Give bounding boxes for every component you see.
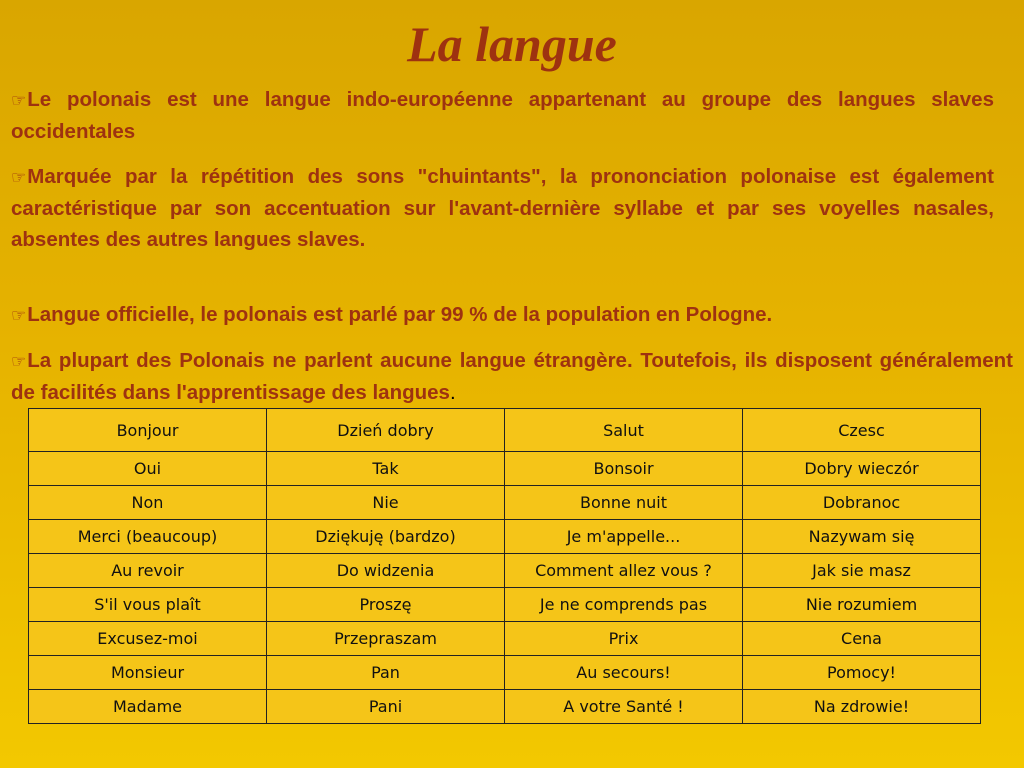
pointing-hand-icon: ☞: [11, 352, 27, 371]
paragraph-text: Langue officielle, le polonais est parlé par 99 % de la population en Pologne.: [27, 303, 773, 326]
page-title: La langue: [407, 16, 617, 72]
table-cell: Pani: [267, 690, 505, 724]
table-cell: Dobry wieczór: [743, 452, 981, 486]
table-row: [29, 656, 981, 690]
bullet-paragraph-1: [11, 84, 994, 147]
table-cell: S'il vous plaît: [29, 588, 267, 622]
table-cell: Dziękuję (bardzo): [267, 520, 505, 554]
table-cell: Non: [29, 486, 267, 520]
table-cell: Monsieur: [29, 656, 267, 690]
table-row: [29, 690, 981, 724]
bullet-paragraph-3: [11, 299, 994, 331]
table-cell: Cena: [743, 622, 981, 656]
paragraph-text: Marquée par la répétition des sons "chuintants", la prononciation polonaise est également caractéristique par son accentuation sur l'avant-dernière syllabe et par ses voyelles nasales, absentes des autres langues slaves.: [11, 165, 994, 251]
table-cell: Nazywam się: [743, 520, 981, 554]
table-cell: Czesc: [743, 409, 981, 452]
table-cell: Comment allez vous ?: [505, 554, 743, 588]
table-cell: Jak sie masz: [743, 554, 981, 588]
vocabulary-table: [28, 408, 981, 724]
table-cell: Dzień dobry: [267, 409, 505, 452]
table-cell: Je m'appelle...: [505, 520, 743, 554]
blank-line: [11, 269, 1013, 285]
table-row: [29, 622, 981, 656]
table-cell: Oui: [29, 452, 267, 486]
table-row: [29, 452, 981, 486]
pointing-hand-icon: ☞: [11, 306, 27, 325]
table-cell: Pomocy!: [743, 656, 981, 690]
bullet-paragraph-4: [11, 345, 1013, 408]
bullet-paragraph-2: [11, 161, 994, 255]
trailing-period: .: [449, 381, 456, 404]
table-cell: Prix: [505, 622, 743, 656]
table-cell: Na zdrowie!: [743, 690, 981, 724]
table-cell: Dobranoc: [743, 486, 981, 520]
table-row: [29, 409, 981, 452]
table-cell: Tak: [267, 452, 505, 486]
table-cell: Excusez-moi: [29, 622, 267, 656]
table-cell: Nie: [267, 486, 505, 520]
pointing-hand-icon: ☞: [11, 168, 27, 187]
table-cell: Proszę: [267, 588, 505, 622]
paragraph-text: La plupart des Polonais ne parlent aucune langue étrangère. Toutefois, ils disposent généralement de facilités dans l'apprentissage des langues: [11, 349, 1013, 404]
bullet-list: [11, 84, 1013, 408]
table-cell: Bonjour: [29, 409, 267, 452]
table-cell: Bonne nuit: [505, 486, 743, 520]
table-cell: Au secours!: [505, 656, 743, 690]
table-cell: Pan: [267, 656, 505, 690]
table-row: [29, 554, 981, 588]
table-cell: Nie rozumiem: [743, 588, 981, 622]
table-cell: Je ne comprends pas: [505, 588, 743, 622]
table-cell: Au revoir: [29, 554, 267, 588]
table-cell: Do widzenia: [267, 554, 505, 588]
table-cell: Przepraszam: [267, 622, 505, 656]
table-row: [29, 588, 981, 622]
paragraph-text: Le polonais est une langue indo-européenne appartenant au groupe des langues slaves occidentales: [11, 88, 994, 143]
table-cell: Salut: [505, 409, 743, 452]
table-row: [29, 486, 981, 520]
table-cell: Madame: [29, 690, 267, 724]
table-cell: A votre Santé !: [505, 690, 743, 724]
pointing-hand-icon: ☞: [11, 91, 27, 110]
table-cell: Bonsoir: [505, 452, 743, 486]
table-row: [29, 520, 981, 554]
table-cell: Merci (beaucoup): [29, 520, 267, 554]
